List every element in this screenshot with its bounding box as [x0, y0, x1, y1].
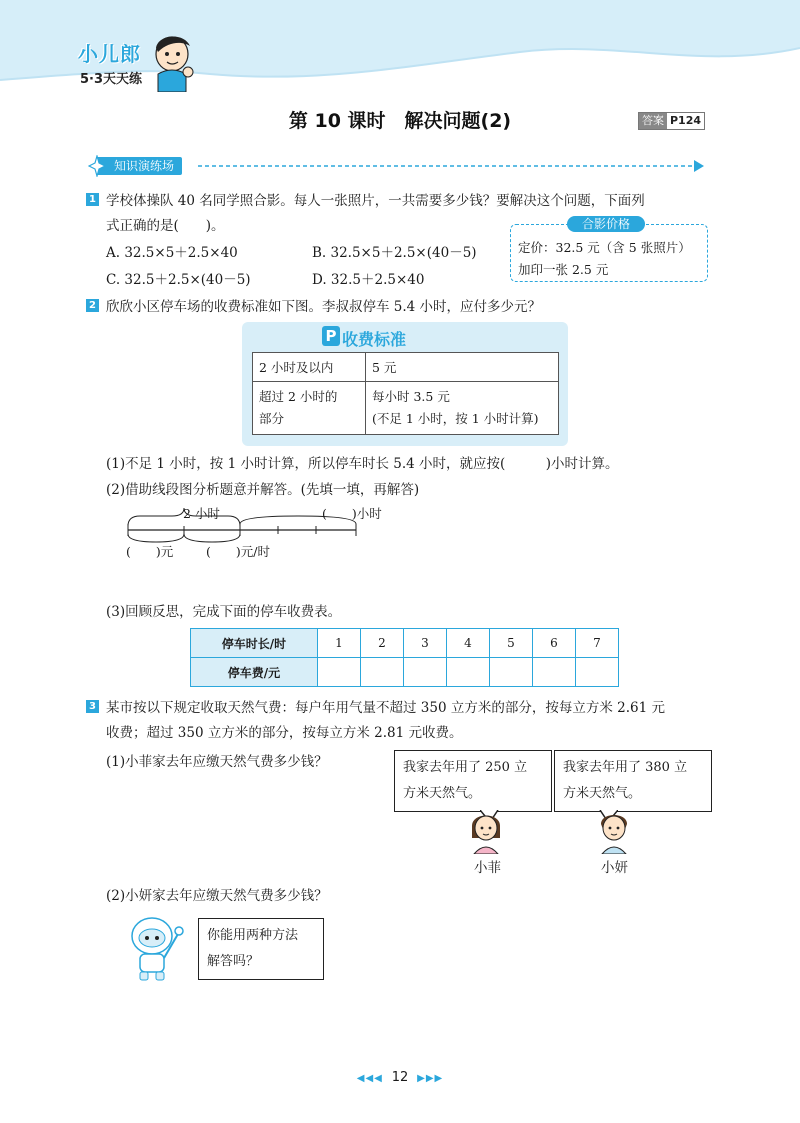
- fee-answer-cell-3[interactable]: [404, 658, 447, 687]
- bubble-xiaoyan-line2: 方米天然气。: [563, 786, 642, 801]
- answer-page: P124: [670, 114, 702, 127]
- answer-label: 答案: [639, 113, 667, 129]
- table-row: [191, 629, 619, 658]
- question-number-2: 2: [86, 299, 99, 312]
- fee-answer-cell-7[interactable]: [576, 658, 619, 687]
- q3-sub2: (2)小妍家去年应缴天然气费多少钱？: [106, 888, 328, 904]
- table-row: [253, 382, 559, 435]
- table-row: [253, 353, 559, 382]
- fee-label-over-2h-line2: 部分: [259, 411, 285, 426]
- q3-text-line2: 收费；超过 350 立方米的部分，按每立方米 2.81 元收费。: [106, 725, 463, 741]
- hour-cell-3: 3: [404, 629, 447, 658]
- star-spark-icon: [88, 155, 106, 177]
- q3-sub1: (1)小菲家去年应缴天然气费多少钱？: [106, 754, 328, 770]
- q2-sub3: (3)回顾反思，完成下面的停车收费表。: [106, 604, 342, 620]
- page-number-footer: [0, 1070, 800, 1085]
- q1-option-b[interactable]: B. 32.5×5＋2.5×(40－5): [312, 245, 477, 261]
- fee-label-over-2h: [253, 382, 366, 435]
- q2-sub2: (2)借助线段图分析题意并解答。(先填一填，再解答): [106, 482, 420, 498]
- fee-answer-cell-5[interactable]: [490, 658, 533, 687]
- price-info-title: 合影价格: [567, 216, 645, 232]
- q1-text-line2: 式正确的是( )。: [106, 218, 225, 234]
- hour-cell-7: 7: [576, 629, 619, 658]
- diagram-label-yuan-blank[interactable]: ( )元: [126, 544, 174, 559]
- price-info-line2: 加印一张 2.5 元: [518, 262, 609, 277]
- fee-answer-cell-1[interactable]: [318, 658, 361, 687]
- girl-xiaofei-icon: [466, 808, 506, 854]
- fee-standard-table: [252, 352, 559, 435]
- q3-text-line1: 某市按以下规定收取天然气费：每户年用气量不超过 350 立方米的部分，按每立方米 2.61 元: [106, 700, 665, 716]
- next-arrows-icon: ▶▶▶: [417, 1073, 444, 1084]
- speech-bubble-robot: [198, 918, 324, 980]
- diagram-label-2-hours: 2 小时: [183, 506, 220, 521]
- name-xiaofei: 小菲: [474, 860, 501, 876]
- fee-answer-cell-2[interactable]: [361, 658, 404, 687]
- diagram-label-rate-blank[interactable]: ( )元/时: [206, 544, 270, 559]
- speech-bubble-xiaofei: [394, 750, 552, 812]
- q1-text-line1: 学校体操队 40 名同学照合影。每人一张照片，一共需要多少钱？要解决这个问题，下面列: [106, 193, 645, 209]
- question-number-1: 1: [86, 193, 99, 206]
- fee-value-within-2h: 5 元: [366, 353, 559, 382]
- fee-answer-cell-6[interactable]: [533, 658, 576, 687]
- fee-standard-title: 收费标准: [342, 330, 407, 349]
- bubble-xiaofei-line1: 我家去年用了 250 立: [403, 760, 528, 775]
- hour-cell-1: 1: [318, 629, 361, 658]
- table-row: [191, 658, 619, 687]
- page-number: 12: [391, 1070, 409, 1085]
- speech-bubble-xiaoyan: [554, 750, 712, 812]
- section-label: 知识演练场: [96, 157, 182, 175]
- brand-subtitle: 5·3天天练: [80, 72, 143, 87]
- parking-fee-table: [190, 628, 619, 687]
- question-number-3: 3: [86, 700, 99, 713]
- bubble-robot-line2: 解答吗？: [207, 954, 260, 969]
- hour-cell-5: 5: [490, 629, 533, 658]
- brand-title: 小儿郎: [78, 42, 141, 66]
- fee-label-over-2h-line1: 超过 2 小时的: [259, 389, 338, 404]
- q1-option-a[interactable]: A. 32.5×5＋2.5×40: [106, 245, 238, 261]
- girl-xiaoyan-icon: [594, 808, 634, 854]
- fee-label-within-2h: 2 小时及以内: [253, 353, 366, 382]
- prev-arrows-icon: ◀◀◀: [356, 1073, 383, 1084]
- diagram-label-hours-blank[interactable]: ( )小时: [322, 506, 382, 521]
- hour-cell-2: 2: [361, 629, 404, 658]
- bubble-xiaoyan-line1: 我家去年用了 380 立: [563, 760, 688, 775]
- hour-cell-4: 4: [447, 629, 490, 658]
- hour-cell-6: 6: [533, 629, 576, 658]
- name-xiaoyan: 小妍: [601, 860, 628, 876]
- q1-option-c[interactable]: C. 32.5＋2.5×(40－5): [106, 272, 251, 288]
- table-header-duration: 停车时长/时: [191, 629, 318, 658]
- fee-value-over-2h: [366, 382, 559, 435]
- q1-option-d[interactable]: D. 32.5＋2.5×40: [312, 272, 425, 288]
- price-info-line1: 定价：32.5 元（含 5 张照片）: [518, 240, 691, 255]
- q2-sub1: (1)不足 1 小时，按 1 小时计算，所以停车时长 5.4 小时，就应按( )小时计算。: [106, 456, 619, 472]
- bubble-robot-line1: 你能用两种方法: [207, 928, 299, 943]
- parking-p-icon: P: [322, 326, 340, 346]
- fee-value-over-2h-line1: 每小时 3.5 元: [372, 389, 450, 404]
- fee-answer-cell-4[interactable]: [447, 658, 490, 687]
- bubble-xiaofei-line2: 方米天然气。: [403, 786, 482, 801]
- boy-mascot-icon: [150, 30, 196, 92]
- answer-reference: [638, 112, 705, 130]
- q2-text-line1: 欣欣小区停车场的收费标准如下图。李叔叔停车 5.4 小时，应付多少元？: [106, 299, 542, 315]
- table-header-fee: 停车费/元: [191, 658, 318, 687]
- fee-value-over-2h-line2: (不足 1 小时，按 1 小时计算): [372, 411, 539, 426]
- robot-mascot-icon: [124, 914, 190, 982]
- lesson-title: 第 10 课时 解决问题(2): [288, 110, 512, 132]
